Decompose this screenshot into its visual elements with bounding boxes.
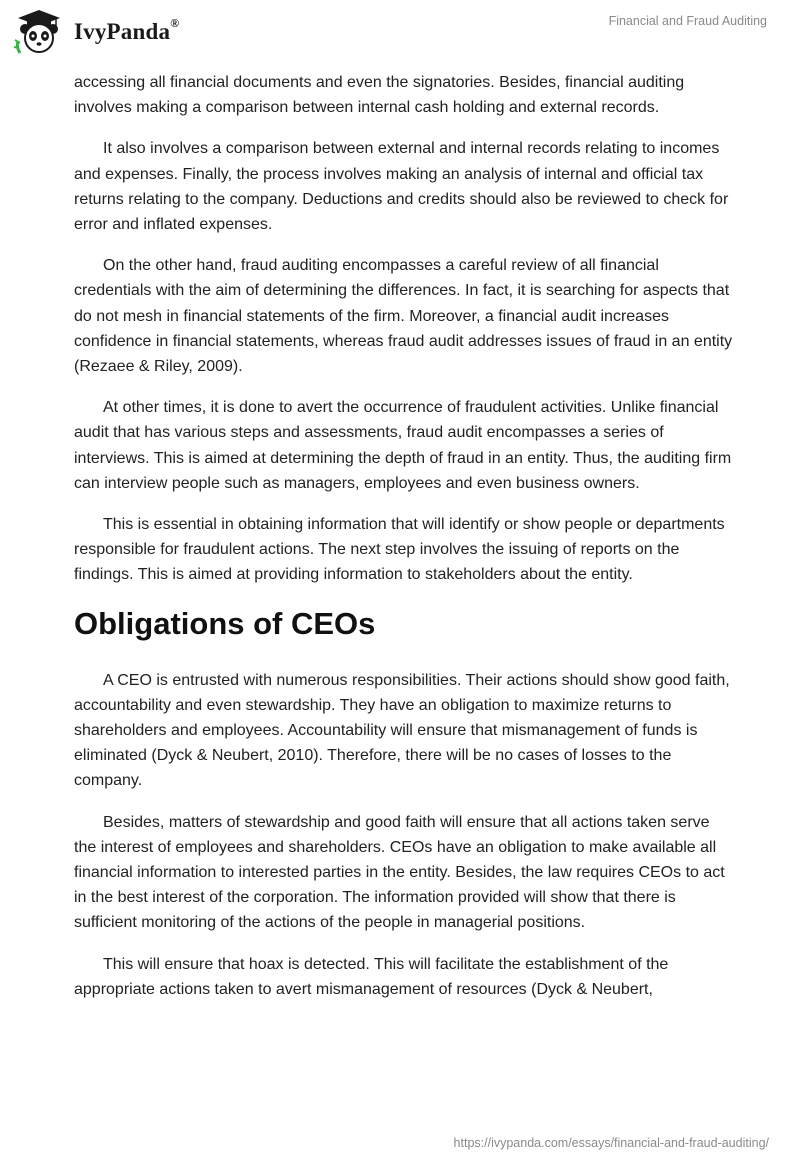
document-title: Financial and Fraud Auditing: [608, 14, 767, 28]
paragraph: This will ensure that hoax is detected. This will facilitate the establishment of the appropriate actions taken to avert mismanagement of resources (Dyck & Neubert,: [74, 955, 669, 998]
brand-registered-mark: ®: [170, 16, 180, 31]
brand-name[interactable]: [74, 16, 180, 45]
brand-text: IvyPanda: [74, 19, 171, 44]
paragraph: Besides, matters of stewardship and good faith will ensure that all actions taken serve the interest of employees and shareholders. CEOs have an obligation to make available all financial information to interested parties in the entity. Besides, the law requires CEOs to act in the best interest of the corporation. The information provided will show that there is sufficient monitoring of the actions of the people in managerial positions.: [74, 813, 725, 932]
paragraph: At other times, it is done to avert the occurrence of fraudulent activities. Unlike financial audit that has various steps and assessments, fraud audit encompasses a series of interviews. This is aimed at determining the depth of fraud in an entity. Thus, the auditing firm can interview people such as managers, employees and even business owners.: [74, 399, 732, 492]
paragraph: On the other hand, fraud auditing encompasses a careful review of all financial credentials with the aim of determining the differences. In fact, it is searching for aspects that do not mesh in financial statements of the firm. Moreover, a financial audit increases confidence in financial statements, whereas fraud audit addresses issues of fraud in an entity (Rezaee & Riley, 2009).: [74, 257, 733, 376]
paragraph: This is essential in obtaining information that will identify or show people or departments responsible for fraudulent actions. The next step involves the issuing of reports on the findings. This is aimed at providing information to stakeholders about the entity.: [74, 516, 725, 584]
paragraph: A CEO is entrusted with numerous responsibilities. Their actions should show good faith, accountability and even stewardship. They have an obligation to maximize returns to shareholders and employees. Accountability will ensure that mismanagement of funds is eliminated (Dyck & Neubert, 2010). Therefore, there will be no cases of losses to the company.: [74, 671, 730, 790]
section-heading: Obligations of CEOs: [74, 605, 376, 641]
essay-content: [74, 70, 734, 1018]
page-header: [0, 0, 800, 72]
panda-logo-icon[interactable]: [14, 7, 64, 57]
paragraph: It also involves a comparison between external and internal records relating to incomes and expenses. Finally, the process involves making an analysis of internal and official tax returns relating to the company. Deductions and credits should also be reviewed to check for error and inflated expenses.: [74, 140, 729, 234]
source-url-link[interactable]: https://ivypanda.com/essays/financial-and-fraud-auditing/: [453, 1136, 769, 1150]
paragraph: accessing all financial documents and even the signatories. Besides, financial auditing involves making a comparison between internal cash holding and external records.: [74, 74, 685, 117]
